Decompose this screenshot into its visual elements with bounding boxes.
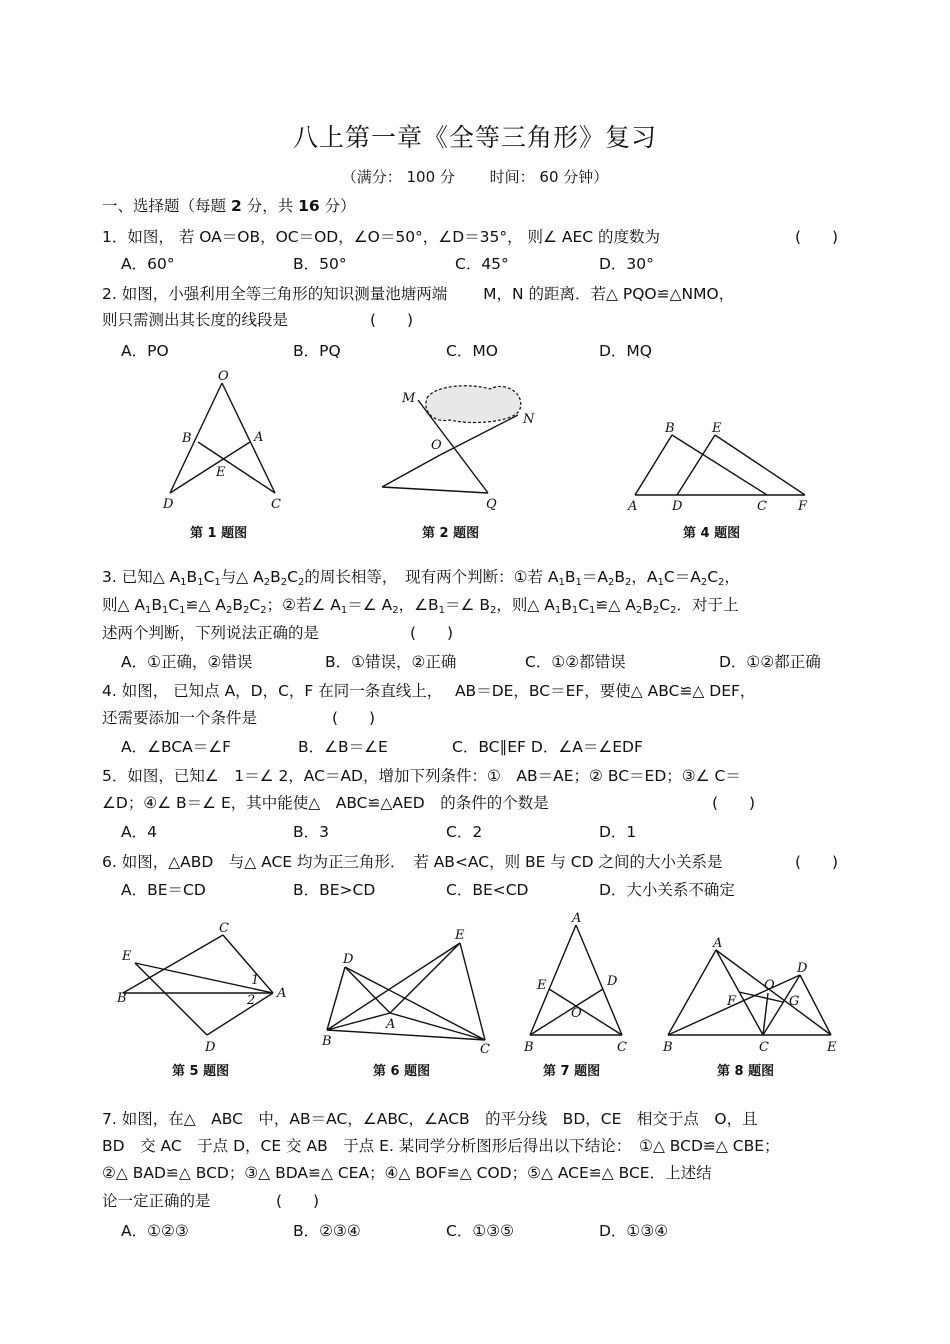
q6-option-c[interactable]: C．BE<CD bbox=[446, 881, 529, 899]
q3-option-a[interactable]: A．①正确，②错误 bbox=[121, 653, 253, 671]
section-prefix: 一、选择题（每题 bbox=[102, 197, 227, 215]
fig2-label-o: O bbox=[431, 438, 442, 453]
q1-option-c[interactable]: C．45° bbox=[455, 255, 509, 273]
fig5-caption: 第 5 题图 bbox=[172, 1064, 230, 1079]
q5-stem-2: ∠D；④∠ B＝∠ E，其中能使△ ABC≌△AED 的条件的个数是 bbox=[102, 794, 549, 812]
fig7-label-a: A bbox=[572, 911, 582, 926]
fig4-label-d: D bbox=[672, 499, 683, 514]
q6-option-b[interactable]: B．BE>CD bbox=[293, 881, 376, 899]
fig6-label-b: B bbox=[322, 1034, 332, 1049]
q3-paren: ( ) bbox=[410, 624, 454, 642]
fig4-label-c: C bbox=[757, 499, 767, 514]
q2-option-d[interactable]: D．MQ bbox=[599, 342, 653, 360]
fig8-label-a: A bbox=[713, 936, 723, 951]
fig4-label-e: E bbox=[712, 421, 722, 436]
q7-line-4: 论一定正确的是 bbox=[102, 1192, 211, 1210]
q5-option-a[interactable]: A．4 bbox=[121, 823, 157, 841]
fig7-label-c: C bbox=[617, 1040, 627, 1055]
fig6-label-e: E bbox=[455, 928, 465, 943]
q7-line-2: BD 交 AC 于点 D，CE 交 AB 于点 E. 某同学分析图形后得出以下结论： ①△ BCD≌△ CBE； bbox=[102, 1137, 780, 1155]
q3-option-c[interactable]: C．①②都错误 bbox=[525, 653, 626, 671]
fig8-label-o: O bbox=[764, 978, 775, 993]
fig7-label-e: E bbox=[537, 978, 547, 993]
q2-option-b[interactable]: B．PQ bbox=[293, 342, 341, 360]
fig6-caption: 第 6 题图 bbox=[373, 1064, 431, 1079]
fig2-label-q: Q bbox=[486, 497, 497, 512]
q6-option-a[interactable]: A．BE＝CD bbox=[121, 881, 206, 899]
q6-paren: ( ) bbox=[795, 853, 839, 871]
fig2-caption: 第 2 题图 bbox=[422, 526, 480, 541]
q2-stem-2: 则只需测出其长度的线段是 bbox=[102, 311, 289, 329]
section-suffix: 分） bbox=[324, 197, 356, 215]
fig6-label-a: A bbox=[386, 1017, 396, 1032]
fig7-caption: 第 7 题图 bbox=[543, 1064, 601, 1079]
figure-row-1 bbox=[150, 365, 850, 550]
fig5-label-d: D bbox=[205, 1040, 216, 1055]
fig7-label-b: B bbox=[524, 1040, 534, 1055]
q4-paren: ( ) bbox=[332, 709, 376, 727]
q3-line-2: 则△ $A_1B_1C_1≌\triangle$ $A_2B_2C_2$；②若∠ $A_1=\angle$ $A_2$，$\angle B_1=\angle$ $B_2$，则△ $A_1B_1C_1≌\triangle$ $A_2B_2C_2$．对于上 bbox=[102, 596, 739, 616]
fig5-label-2: 2 bbox=[247, 993, 256, 1008]
q7-line-3: ②△ BAD≌△ BCD；③△ BDA≌△ CEA；④△ BOF≌△ COD；⑤△ ACE≌△ BCE．上述结 bbox=[102, 1164, 712, 1182]
fig1-caption: 第 1 题图 bbox=[190, 526, 248, 541]
q1-stem: 1．如图， 若 OA＝OB，OC＝OD，∠O＝50°，∠D＝35°， 则∠ AEC 的度数为 bbox=[102, 228, 661, 246]
fig4-label-a: A bbox=[628, 499, 638, 514]
fig8-label-g: G bbox=[789, 994, 800, 1009]
fig1-label-e: E bbox=[216, 465, 226, 480]
fig1-label-a: A bbox=[254, 430, 264, 445]
fig1-label-d: D bbox=[163, 497, 174, 512]
q5-option-b[interactable]: B．3 bbox=[293, 823, 329, 841]
q1-option-a[interactable]: A．60° bbox=[121, 255, 175, 273]
fig8-label-c: C bbox=[759, 1040, 769, 1055]
q2-stem: 2. 如图，小强利用全等三角形的知识测量池塘两端 M，N 的距离．若△ PQO≌△NMO， bbox=[102, 285, 735, 303]
fig7-label-d: D bbox=[607, 974, 618, 989]
q3-option-b[interactable]: B．①错误，②正确 bbox=[325, 653, 457, 671]
q7-option-c[interactable]: C．①③⑤ bbox=[446, 1222, 515, 1240]
q3-line-1: 3. 已知△ $A_1B_1C_1$与△ $A_2B_2C_2$的周长相等， 现有两个判断：①若 $A_1B_1=A_2B_2$，$A_1C=A_2C_2$， bbox=[102, 568, 740, 588]
q2-option-c[interactable]: C．MO bbox=[446, 342, 498, 360]
pond-shape bbox=[426, 386, 521, 423]
fig2-label-m: M bbox=[402, 391, 416, 406]
q5-option-c[interactable]: C．2 bbox=[446, 823, 483, 841]
fig1-label-c: C bbox=[271, 497, 281, 512]
fig5-label-1: 1 bbox=[251, 973, 260, 988]
fig8-label-b: B bbox=[663, 1040, 673, 1055]
q1-option-b[interactable]: B．50° bbox=[293, 255, 347, 273]
fig1-label-b: B bbox=[182, 431, 192, 446]
fig8-label-e: E bbox=[827, 1040, 837, 1055]
fig1-label-o: O bbox=[218, 369, 229, 384]
q5-stem: 5．如图，已知∠ 1＝∠ 2，AC＝AD，增加下列条件：① AB＝AE；② BC＝ED；③∠ C＝ bbox=[102, 767, 741, 785]
section-heading bbox=[102, 196, 356, 216]
q3-option-d[interactable]: D．①②都正确 bbox=[719, 653, 821, 671]
fig5-label-b: B bbox=[117, 991, 127, 1006]
fig4-label-f: F bbox=[798, 499, 808, 514]
fig6-label-d: D bbox=[343, 952, 354, 967]
fig8-label-d: D bbox=[797, 961, 808, 976]
q6-stem: 6. 如图，△ABD 与△ ACE 均为正三角形． 若 AB<AC，则 BE 与 CD 之间的大小关系是 bbox=[102, 853, 723, 871]
q5-option-d[interactable]: D．1 bbox=[599, 823, 637, 841]
q1-paren: ( ) bbox=[795, 228, 839, 246]
section-mid: 分，共 bbox=[246, 197, 294, 215]
q3-line-3: 述两个判断，下列说法正确的是 bbox=[102, 624, 320, 642]
q2-option-a[interactable]: A．PO bbox=[121, 342, 169, 360]
fig8-caption: 第 8 题图 bbox=[717, 1064, 775, 1079]
q7-option-a[interactable]: A．①②③ bbox=[121, 1222, 189, 1240]
fig7-label-o: O bbox=[571, 1006, 582, 1021]
fig5-label-a: A bbox=[277, 986, 287, 1001]
fig5-label-e: E bbox=[122, 949, 132, 964]
fig4-label-b: B bbox=[665, 421, 675, 436]
fig4-caption: 第 4 题图 bbox=[683, 526, 741, 541]
fig8-label-f: F bbox=[727, 994, 737, 1009]
fig5-label-c: C bbox=[219, 921, 229, 936]
figure-row-2 bbox=[105, 905, 850, 1085]
page-title: 八上第一章《全等三角形》复习 bbox=[292, 123, 657, 152]
points-each: 2 bbox=[230, 197, 242, 215]
figure-q4 bbox=[635, 435, 805, 495]
points-total: 16 bbox=[298, 197, 320, 215]
q7-paren: ( ) bbox=[276, 1192, 320, 1210]
q2-paren: ( ) bbox=[370, 311, 414, 329]
q5-paren: ( ) bbox=[712, 794, 756, 812]
q7-option-b[interactable]: B．②③④ bbox=[293, 1222, 361, 1240]
fig6-label-c: C bbox=[480, 1042, 490, 1057]
fig2-label-n: N bbox=[523, 412, 535, 427]
q6-option-d[interactable]: D．大小关系不确定 bbox=[599, 881, 735, 899]
q4-option-b[interactable]: B．∠B＝∠E bbox=[298, 738, 388, 756]
q4-option-a[interactable]: A．∠BCA＝∠F bbox=[121, 738, 232, 756]
q4-option-cd[interactable]: C．BC∥EF D．∠A＝∠EDF bbox=[452, 738, 643, 756]
score-time-info: （满分： 100 分 时间： 60 分钟） bbox=[341, 168, 609, 186]
q1-option-d[interactable]: D．30° bbox=[599, 255, 654, 273]
q7-option-d[interactable]: D．①③④ bbox=[599, 1222, 669, 1240]
q7-line-1: 7. 如图，在△ ABC 中，AB＝AC，∠ABC，∠ACB 的平分线 BD，CE 相交于点 O，且 bbox=[102, 1110, 758, 1128]
q4-stem-2: 还需要添加一个条件是 bbox=[102, 709, 258, 727]
q4-stem: 4. 如图， 已知点 A，D，C，F 在同一条直线上， AB＝DE，BC＝EF，要使△ ABC≌△ DEF， bbox=[102, 682, 756, 700]
